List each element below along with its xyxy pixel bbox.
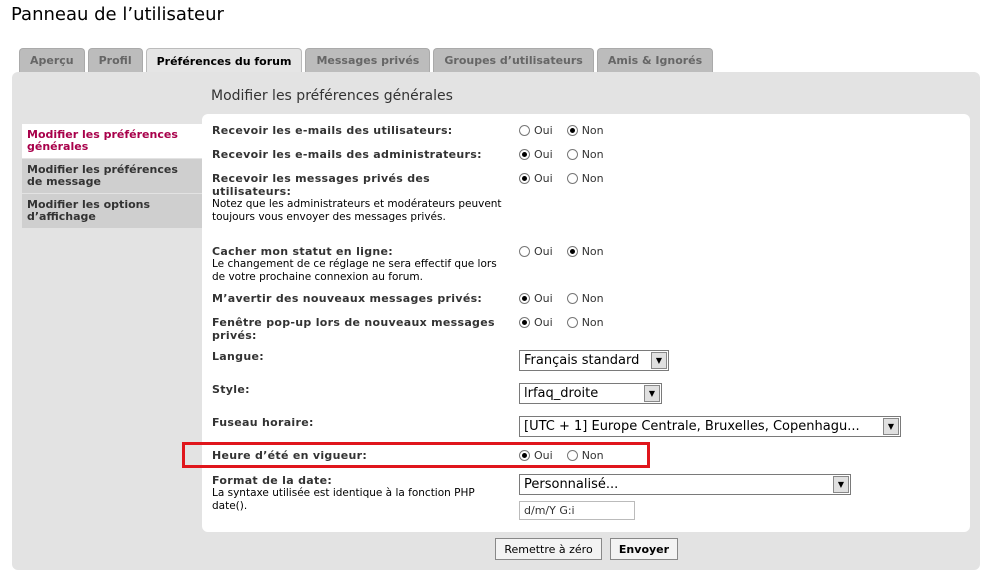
setting-popup-pm [212,316,972,342]
setting-label: Cacher mon statut en ligne: [212,245,393,258]
radio-no-label: Non [581,316,604,329]
chevron-down-icon: ▼ [833,476,849,493]
side-item-message-preferences[interactable]: Modifier les préférences de message [22,159,202,193]
radio-no-label: Non [581,292,604,305]
radio-yes[interactable] [519,293,530,304]
setting-label: Recevoir les e-mails des administrateurs: [212,148,482,161]
submit-button[interactable]: Envoyer [610,538,678,560]
highlight-box [182,442,650,468]
date-format-select-value: Personnalisé... [524,477,619,492]
setting-hide-online [212,245,972,284]
radio-group [519,316,614,329]
date-format-input[interactable] [519,501,635,520]
radio-no-label: Non [581,124,604,137]
setting-language [212,350,972,368]
radio-yes-label: Oui [534,148,553,161]
tab-private-messages[interactable]: Messages privés [305,48,430,72]
side-item-display-options[interactable]: Modifier les options d’affichage [22,194,202,228]
radio-no[interactable] [567,317,578,328]
radio-yes[interactable] [519,149,530,160]
radio-group [519,148,614,161]
style-select[interactable] [519,383,662,404]
radio-yes-label: Oui [534,449,553,462]
setting-label: M’avertir des nouveaux messages privés: [212,292,483,305]
radio-group [519,245,614,258]
radio-yes[interactable] [519,246,530,257]
timezone-select[interactable] [519,416,901,437]
setting-email-users [212,124,972,137]
radio-yes-label: Oui [534,245,553,258]
chevron-down-icon: ▼ [883,418,899,435]
setting-notify-pm [212,292,972,305]
setting-label: Recevoir les e-mails des utilisateurs: [212,124,453,137]
setting-label: Heure d’été en vigueur: [212,449,368,462]
setting-timezone [212,416,972,434]
radio-no[interactable] [567,125,578,136]
section-title: Modifier les préférences générales [211,88,453,104]
setting-hint: Le changement de ce réglage ne sera effectif que lors de votre prochaine connexion au forum. [212,258,497,283]
setting-label: Format de la date: [212,474,333,487]
tab-overview[interactable]: Aperçu [19,48,85,72]
setting-pm-users [212,172,972,224]
radio-no[interactable] [567,293,578,304]
language-select[interactable] [519,350,669,371]
radio-yes-label: Oui [534,172,553,185]
setting-label: Recevoir les messages privés des utilisateurs: [212,172,430,198]
tab-profile[interactable]: Profil [88,48,143,72]
setting-label: Style: [212,383,250,396]
radio-group [519,124,614,137]
radio-no-label: Non [581,172,604,185]
setting-label: Langue: [212,350,264,363]
radio-no[interactable] [567,149,578,160]
chevron-down-icon: ▼ [651,352,667,369]
setting-label: Fuseau horaire: [212,416,314,429]
tab-forum-preferences[interactable]: Préférences du forum [146,48,303,73]
setting-label: Fenêtre pop-up lors de nouveaux messages privés: [212,316,495,342]
side-item-general-preferences[interactable]: Modifier les préférences générales [22,124,202,158]
language-select-value: Français standard [524,353,640,368]
tab-friends-foes[interactable]: Amis & Ignorés [597,48,713,72]
radio-no-label: Non [581,245,604,258]
setting-hint: La syntaxe utilisée est identique à la fonction PHP date(). [212,487,475,512]
radio-group [519,172,614,185]
radio-yes[interactable] [519,173,530,184]
side-menu [22,124,202,229]
radio-yes[interactable] [519,125,530,136]
radio-yes[interactable] [519,317,530,328]
radio-yes-label: Oui [534,124,553,137]
chevron-down-icon: ▼ [644,385,660,402]
radio-no-label: Non [581,449,604,462]
timezone-select-value: [UTC + 1] Europe Centrale, Bruxelles, Copenhagu... [524,419,860,434]
setting-hint: Notez que les administrateurs et modérateurs peuvent toujours vous envoyer des messages privés. [212,198,502,223]
page-title: Panneau de l’utilisateur [11,4,224,25]
style-select-value: lrfaq_droite [524,386,599,401]
radio-yes-label: Oui [534,292,553,305]
radio-group [519,292,614,305]
tab-user-groups[interactable]: Groupes d’utilisateurs [433,48,594,72]
setting-email-admins [212,148,972,161]
radio-yes-label: Oui [534,316,553,329]
tab-bar [19,48,713,72]
date-format-select[interactable] [519,474,851,495]
reset-button[interactable]: Remettre à zéro [495,538,602,560]
setting-date-format [212,474,972,513]
radio-no[interactable] [567,173,578,184]
radio-no-label: Non [581,148,604,161]
radio-no[interactable] [567,246,578,257]
setting-style [212,383,972,401]
